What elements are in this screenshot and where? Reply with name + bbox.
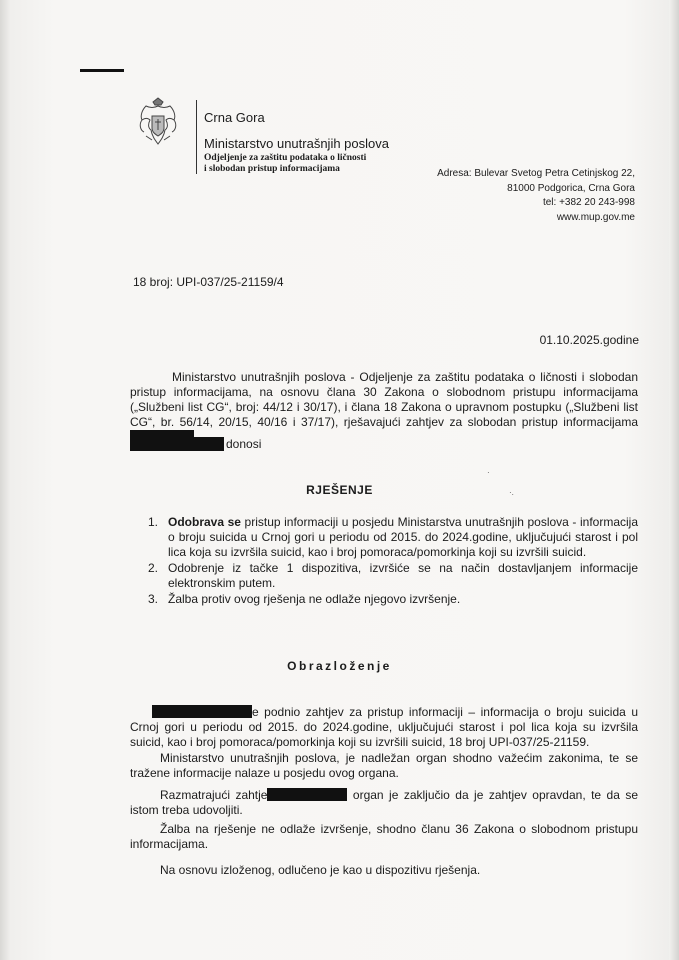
redaction-block	[267, 788, 347, 801]
website: www.mup.gov.me	[556, 211, 635, 223]
intro-paragraph	[130, 370, 638, 445]
decision-number: 3.	[148, 592, 159, 606]
reasoning-text-4: Žalba na rješenje ne odlaže izvršenje, shodno članu 36 Zakona o slobodnom pristupu informacijama.	[130, 822, 638, 851]
header-divider	[196, 100, 197, 174]
decision-text: Odobrenje iz tačke 1 dispozitiva, izvršiće se na način dostavljanjem informacije elektronskim putem.	[168, 561, 638, 590]
ministry-name: Ministarstvo unutrašnjih poslova	[204, 136, 389, 151]
redaction-block	[130, 437, 224, 451]
reference-number: 18 broj: UPI-037/25-21159/4	[133, 275, 284, 289]
decision-item	[148, 561, 638, 591]
address-block	[437, 167, 635, 225]
scan-speck: ·.	[509, 488, 514, 497]
reasoning-text-2: Ministarstvo unutrašnjih poslova, je nadležan organ shodno važećim zakonima, te se tražene informacije nalaze u posjedu ovog organa.	[130, 751, 638, 780]
intro-text: Ministarstvo unutrašnjih poslova - Odjeljenje za zaštitu podataka o ličnosti i slobodan pristup informacijama, na osnovu člana 30 Zakona o slobodnom pristupu informacijama („Službeni list CG“, broj: 44/12 i 30/17), i člana 18 Zakona o upravnom postupku („Službeni list CG“, br. 56/14, 20/15, 40/16 i 37/17), rješavajući zahtjev za slobodan pristup informacijama	[130, 370, 638, 429]
reasoning-text-1: e podnio zahtjev za pristup informaciji – informacija o broju suicida u Crnoj gori u periodu od 2015. do 2024.godine, uključujući starost i pol lica koja su izvršila suicid, kao i broj pomoraca/pomorkinja koji su izvršili suicid, 18 broj UPI-037/25-21159.	[130, 705, 638, 749]
department-name	[204, 153, 366, 175]
reasoning-text-5: Na osnovu izloženog, odlučeno je kao u dispozitivu rješenja.	[160, 863, 481, 877]
intro-closing: donosi	[226, 437, 262, 451]
address-line-2: 81000 Podgorica, Crna Gora	[507, 182, 635, 194]
reasoning-title: Obrazloženje	[287, 659, 392, 673]
phone-number: tel: +382 20 243-998	[542, 197, 635, 208]
montenegro-coat-of-arms-icon	[136, 96, 180, 148]
decision-number: 1.	[148, 515, 159, 529]
decision-bold: Odobrava se	[168, 515, 241, 529]
decision-item	[148, 592, 638, 607]
scan-mark	[80, 69, 124, 72]
country-name: Crna Gora	[204, 110, 265, 125]
document-date: 01.10.2025.godine	[539, 333, 639, 347]
address-line-1: Adresa: Bulevar Svetog Petra Cetinjskog 22,	[437, 168, 635, 179]
redaction-block	[152, 705, 252, 718]
decision-text: pristup informaciji u posjedu Ministarstva unutrašnjih poslova - informacija o broju suicida u Crnoj gori u periodu od 2015. do 2024.godine, uključujući starost i pol lica koja su izvršila suicid, kao i broj pomoraca/pomorkinja koji su izvršili suicid.	[168, 515, 639, 559]
reasoning-paragraph-3	[130, 788, 638, 818]
decision-title: RJEŠENJE	[306, 483, 373, 497]
decision-item	[148, 515, 638, 560]
reasoning-text-3a: Razmatrajući zahtje	[160, 788, 268, 802]
reasoning-paragraph-5	[130, 863, 638, 878]
reasoning-paragraph-4	[130, 822, 638, 852]
decision-number: 2.	[148, 561, 159, 575]
reasoning-text-3b: organ je zaključio da je zahtjev opravdan, te da se istom treba udovoljiti.	[130, 788, 638, 817]
department-line-2: i slobodan pristup informacijama	[204, 164, 340, 174]
department-line-1: Odjeljenje za zaštitu podataka o ličnosti	[204, 153, 367, 163]
scan-edge-right	[669, 0, 679, 960]
scan-speck: ·	[487, 468, 490, 477]
decision-list	[148, 515, 638, 608]
decision-text: Žalba protiv ovog rješenja ne odlaže njegovo izvršenje.	[168, 592, 461, 606]
scan-edge-left	[0, 0, 10, 960]
reasoning-paragraph-1	[130, 705, 638, 750]
reasoning-paragraph-2	[130, 751, 638, 781]
